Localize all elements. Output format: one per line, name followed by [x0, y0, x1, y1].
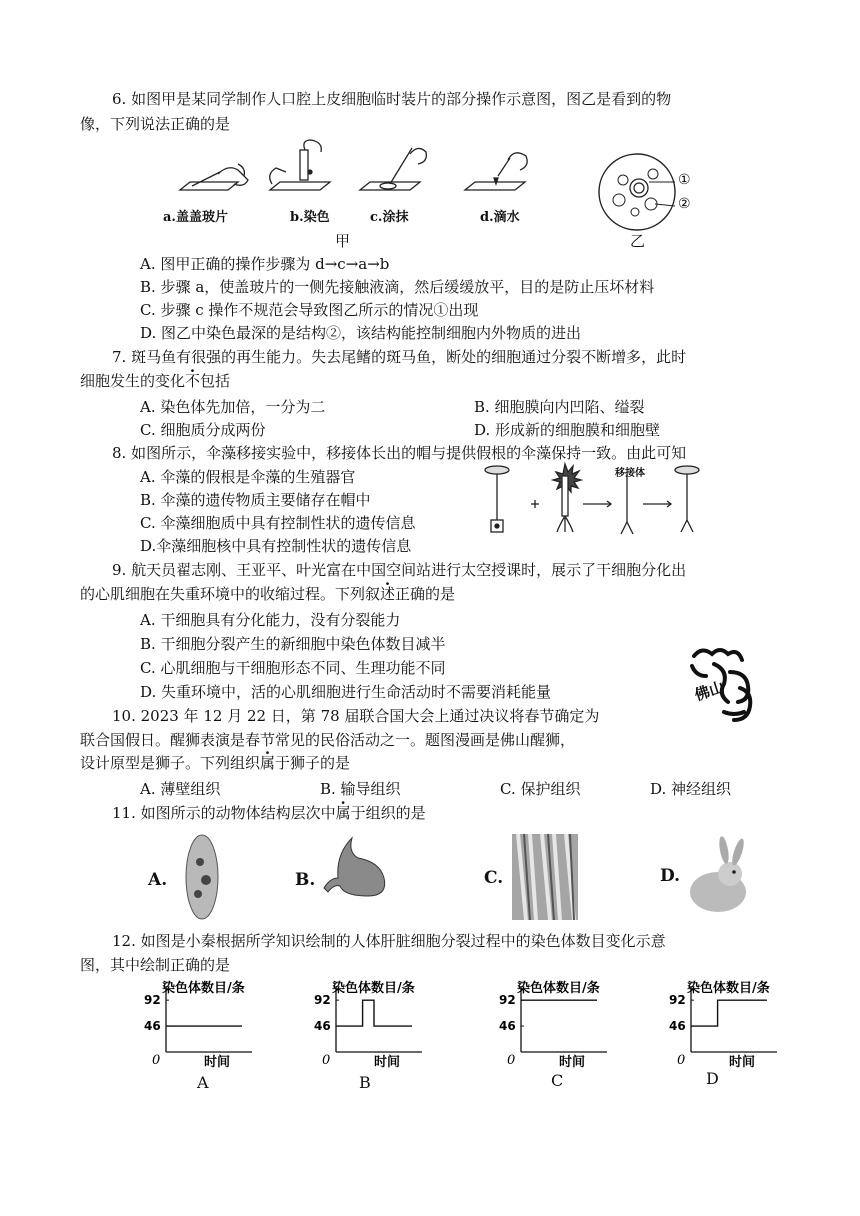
smearing-drawing: [360, 148, 426, 190]
y-axis-label: 染色体数目/条: [687, 981, 770, 996]
origin-label: 0: [677, 1053, 686, 1068]
q10-option-d: D. 神经组织: [650, 780, 732, 798]
series-line: [336, 1000, 412, 1026]
q6-caption-jia: 甲: [335, 232, 351, 250]
y-tick-label: 46: [314, 1019, 331, 1034]
paramecium-image: [180, 832, 226, 922]
q6-marker-2: ②: [678, 196, 691, 212]
q10-option-b: B. 输导组织: [320, 780, 401, 798]
q12-label-d: D: [706, 1069, 719, 1088]
q9-stem-line2: 的心肌细胞在失重环境中的收缩过程。下列叙述正确的是: [80, 585, 456, 603]
x-axis-label: 时间: [204, 1055, 231, 1070]
y-axis-label: 染色体数目/条: [332, 981, 415, 996]
foshan-lion-logo: [684, 642, 762, 728]
origin-label: 0: [322, 1053, 331, 1068]
series-line: [691, 1000, 767, 1026]
q8-option-c: C. 伞藻细胞质中具有控制性状的遗传信息: [140, 514, 416, 532]
y-tick-label: 46: [144, 1019, 161, 1034]
q6-stem-line2: 像，下列说法正确的是: [80, 115, 231, 133]
origin-label: 0: [152, 1053, 161, 1068]
x-axis-label: 时间: [559, 1055, 586, 1070]
chart-a: [140, 978, 300, 1070]
rabbit-image: [686, 836, 752, 916]
origin-label: 0: [507, 1053, 516, 1068]
q9-option-a: A. 干细胞具有分化能力，没有分裂能力: [140, 611, 401, 629]
q8-option-b: B. 伞藻的遗传物质主要储存在帽中: [140, 491, 371, 509]
y-axis-label: 染色体数目/条: [162, 981, 245, 996]
q7-option-a: A. 染色体先加倍，一分为二: [140, 398, 326, 416]
y-tick-label: 92: [669, 993, 686, 1008]
q6-stem-line1: 6. 如图甲是某同学制作人口腔上皮细胞临时装片的部分操作示意图，图乙是看到的物: [112, 90, 672, 108]
q10-stem-line1: 10. 2023 年 12 月 22 日，第 78 届联合国大会上通过决议将春节确定为: [112, 707, 600, 725]
q6-marker-1: ①: [678, 172, 691, 188]
q6-option-d: D. 图乙中染色最深的是结构②，该结构能控制细胞内外物质的进出: [140, 324, 582, 342]
q10-stem-line2: 联合国假日。醒狮表演是春节常见的民俗活动之一。题图漫画是佛山醒狮，: [80, 731, 576, 749]
q11-label-b: B.: [295, 870, 316, 890]
muscle-tissue-image: [512, 834, 578, 920]
q7-option-d: D. 形成新的细胞膜和细胞壁: [474, 421, 661, 439]
y-tick-label: 92: [144, 993, 161, 1008]
slide-cover-drawing: [180, 164, 248, 190]
q9-stem-line1: 9. 航天员翟志刚、王亚平、叶光富在中国空间站进行太空授课时，展示了干细胞分化出: [112, 561, 687, 579]
q7-option-b: B. 细胞膜向内凹陷、缢裂: [474, 398, 645, 416]
q9-option-d: D. 失重环境中，活的心肌细胞进行生命活动时不需要消耗能量: [140, 683, 552, 701]
x-axis-label: 时间: [729, 1055, 756, 1070]
q6-label-d: d.滴水: [480, 210, 520, 225]
q6-label-c: c.涂抹: [370, 210, 409, 225]
q6-caption-yi: 乙: [630, 232, 646, 250]
q6-label-b: b.染色: [290, 210, 330, 225]
y-tick-label: 92: [499, 993, 516, 1008]
q7-stem-line1: 7. 斑马鱼有很强的再生能力。失去尾鳍的斑马鱼，断处的细胞通过分裂不断增多，此时: [112, 348, 687, 366]
chart-b: [310, 978, 470, 1070]
q7-option-c: C. 细胞质分成两份: [140, 421, 266, 439]
q8-option-d: D.伞藻细胞核中具有控制性状的遗传信息: [140, 537, 412, 555]
logo-text-fo: 佛山: [692, 677, 727, 705]
y-tick-label: 92: [314, 993, 331, 1008]
y-tick-label: 46: [669, 1019, 686, 1034]
q12-stem-line1: 12. 如图是小秦根据所学知识绘制的人体肝脏细胞分裂过程中的染色体数目变化示意: [112, 932, 666, 950]
q11-label-d: D.: [660, 866, 681, 886]
q8-stem: 8. 如图所示，伞藻移接实验中，移接体长出的帽与提供假根的伞藻保持一致。由此可知: [112, 444, 687, 462]
q10-option-a: A. 薄壁组织: [140, 780, 221, 798]
q8-graft-label: 移接体: [615, 468, 645, 479]
q10-stem-line3: 设计原型是狮子。下列组织属于狮子的是: [80, 754, 351, 772]
chart-c: [495, 978, 655, 1070]
q12-label-a: A: [197, 1073, 209, 1092]
q12-label-b: B: [359, 1073, 371, 1092]
q6-option-a: A. 图甲正确的操作步骤为 d→c→a→b: [140, 255, 390, 273]
q10-option-c: C. 保护组织: [500, 780, 581, 798]
q11-label-a: A.: [148, 870, 168, 890]
y-tick-label: 46: [499, 1019, 516, 1034]
water-drop-drawing: [465, 153, 527, 190]
staining-drawing: [270, 140, 330, 190]
x-axis-label: 时间: [374, 1055, 401, 1070]
q6-figure-yi: [597, 150, 707, 240]
q8-acetabularia-figure: [483, 462, 713, 542]
y-axis-label: 染色体数目/条: [517, 981, 600, 996]
q12-label-c: C: [551, 1071, 564, 1090]
q8-option-a: A. 伞藻的假根是伞藻的生殖器官: [140, 468, 356, 486]
q6-option-c: C. 步骤 c 操作不规范会导致图乙所示的情况①出现: [140, 301, 479, 319]
q11-label-c: C.: [484, 868, 504, 888]
q7-stem-line2: 细胞发生的变化不包括: [80, 372, 231, 390]
q9-option-b: B. 干细胞分裂产生的新细胞中染色体数目减半: [140, 635, 446, 653]
q9-option-c: C. 心肌细胞与干细胞形态不同、生理功能不同: [140, 659, 446, 677]
q11-stem: 11. 如图所示的动物体结构层次中属于组织的是: [112, 804, 426, 822]
q12-stem-line2: 图，其中绘制正确的是: [80, 956, 231, 974]
q6-label-a: a.盖盖玻片: [163, 210, 228, 225]
stomach-image: [322, 836, 392, 898]
q6-option-b: B. 步骤 a，使盖玻片的一侧先接触液滴，然后缓缓放平，目的是防止压坏材料: [140, 278, 655, 296]
chart-d: [665, 978, 825, 1070]
